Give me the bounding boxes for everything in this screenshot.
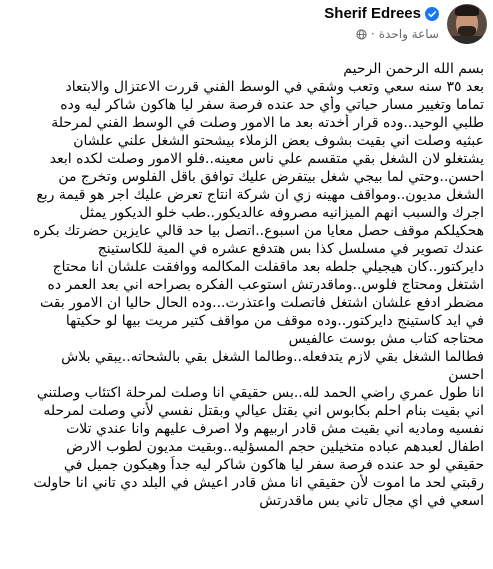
post-line: يشتغلو لان الشغل بقي متقسم علي ناس معينه..فلو الامور وصلت لكده ابعد — [49, 151, 484, 167]
avatar-beard — [458, 26, 476, 37]
post-line: عندك تصوير في مسلسل كذا بس هتدفع عشره في المية للكاستينج — [97, 241, 484, 257]
post-line: اطفال لعبدهم عباده متخيلين حجم المسؤليه..وبقيت مديون لطوب الارض — [66, 439, 484, 455]
avatar[interactable] — [447, 4, 487, 44]
verified-badge-icon — [425, 7, 439, 21]
post-line: نفسيه وماديه اني بقيت مش قادر اربيهم ولا اصرف عليهم وانا عندي تلات — [66, 421, 484, 437]
post-line: بسم الله الرحمن الرحيم — [343, 61, 484, 77]
post-line: اني بقيت بنام احلم بكابوس اني بقتل عيالي وبقتل نفسي لأني وصلت لمرحله — [43, 403, 484, 419]
post-line: بعد ٣٥ سنه سعي وتعب وشقي في الوسط الفني قررت الاعتزال والابتعاد — [65, 79, 484, 95]
post-line: فطالما الشغل بقي لازم يتدفعله..وطالما الشغل بقي بالشحاته..يبقي بلاش — [61, 349, 484, 365]
post-line: عبثيه وصلت اني بقيت بشوف بعض الزملاء بيشحتو الشغل علني علشان — [73, 133, 484, 149]
post-line: في ايد كاستينج دايركتور..وده موقف من مواقف كتير مريت بيها لو حكيتها — [65, 313, 484, 329]
post-line: اجرك والسبب انهم الميزانيه مصروفه عالديكور..طب خلو الديكور يمثل — [79, 205, 484, 221]
post-line: اشتغل ومحتاج فلوس..وماقدرتش استوعب الفكره بصراحه اني بعد العمر ده — [47, 277, 484, 293]
post-line: مضطر ادفع علشان اشتغل فاتصلت واعتذرت...وده الحال حاليا ان الامور بقت — [40, 295, 484, 311]
post-line: طلبي الوحيد..وده قرار أخدته بعد ما الامور وصلت في الوسط الفني لمرحلة — [51, 115, 484, 131]
post-line: تماما وتغيير مسار حياتي وأي حد عنده فرصة سفر ليا هاكون شاكر ليه وده — [60, 97, 484, 113]
globe-icon[interactable] — [356, 29, 367, 40]
post-line: احسن — [448, 367, 484, 383]
post-line: دايركتور..كان هيجيلي جلطه بعد ماقفلت المكالمه ووافقت علشان انا محتاج — [52, 259, 484, 275]
post-line: رقبتي لحد ما اموت لأن حقيقي انا مش قادر اعيش في البلد دي تاني انا حاولت — [33, 475, 484, 491]
post-line: انا طول عمري راضي الحمد لله..بس حقيقي انا وصلت لمرحلة اكتئاب وصلتني — [36, 385, 484, 401]
post-line: هحكيلكم موقف حصل معايا من اسبوع..اتصل بيا حد قالي عايزين حضرتك بكره — [32, 223, 484, 239]
avatar-hair — [455, 5, 479, 16]
post-line: الشغل مديون..ومواقف مهينه زي ان شركة انتاج تعرض عليك اجر هو قيمة ربع — [36, 187, 484, 203]
post-meta — [356, 27, 439, 41]
post-time[interactable]: ساعة واحدة — [378, 27, 439, 41]
author-row — [324, 5, 439, 23]
author-name[interactable]: Sherif Edrees — [324, 5, 421, 22]
post-line: اسعي في اي مجال تاني بس ماقدرتش — [259, 493, 484, 509]
post-line: حقيقي لو حد عنده فرصة سفر ليا هاكون شاكر ليه جداً وهيكون جميل في — [63, 457, 484, 473]
post-header — [0, 0, 493, 56]
meta-separator: · — [370, 27, 375, 41]
post-line: احسن..وحتي لما بيجي شغل بيتفرض عليك توافق باقل الفلوس وتخرج من — [58, 169, 484, 185]
avatar-shirt — [447, 36, 487, 44]
post-text — [14, 60, 484, 510]
post-line: محتاجه كتاب مش بوست عالفيس — [288, 331, 484, 347]
